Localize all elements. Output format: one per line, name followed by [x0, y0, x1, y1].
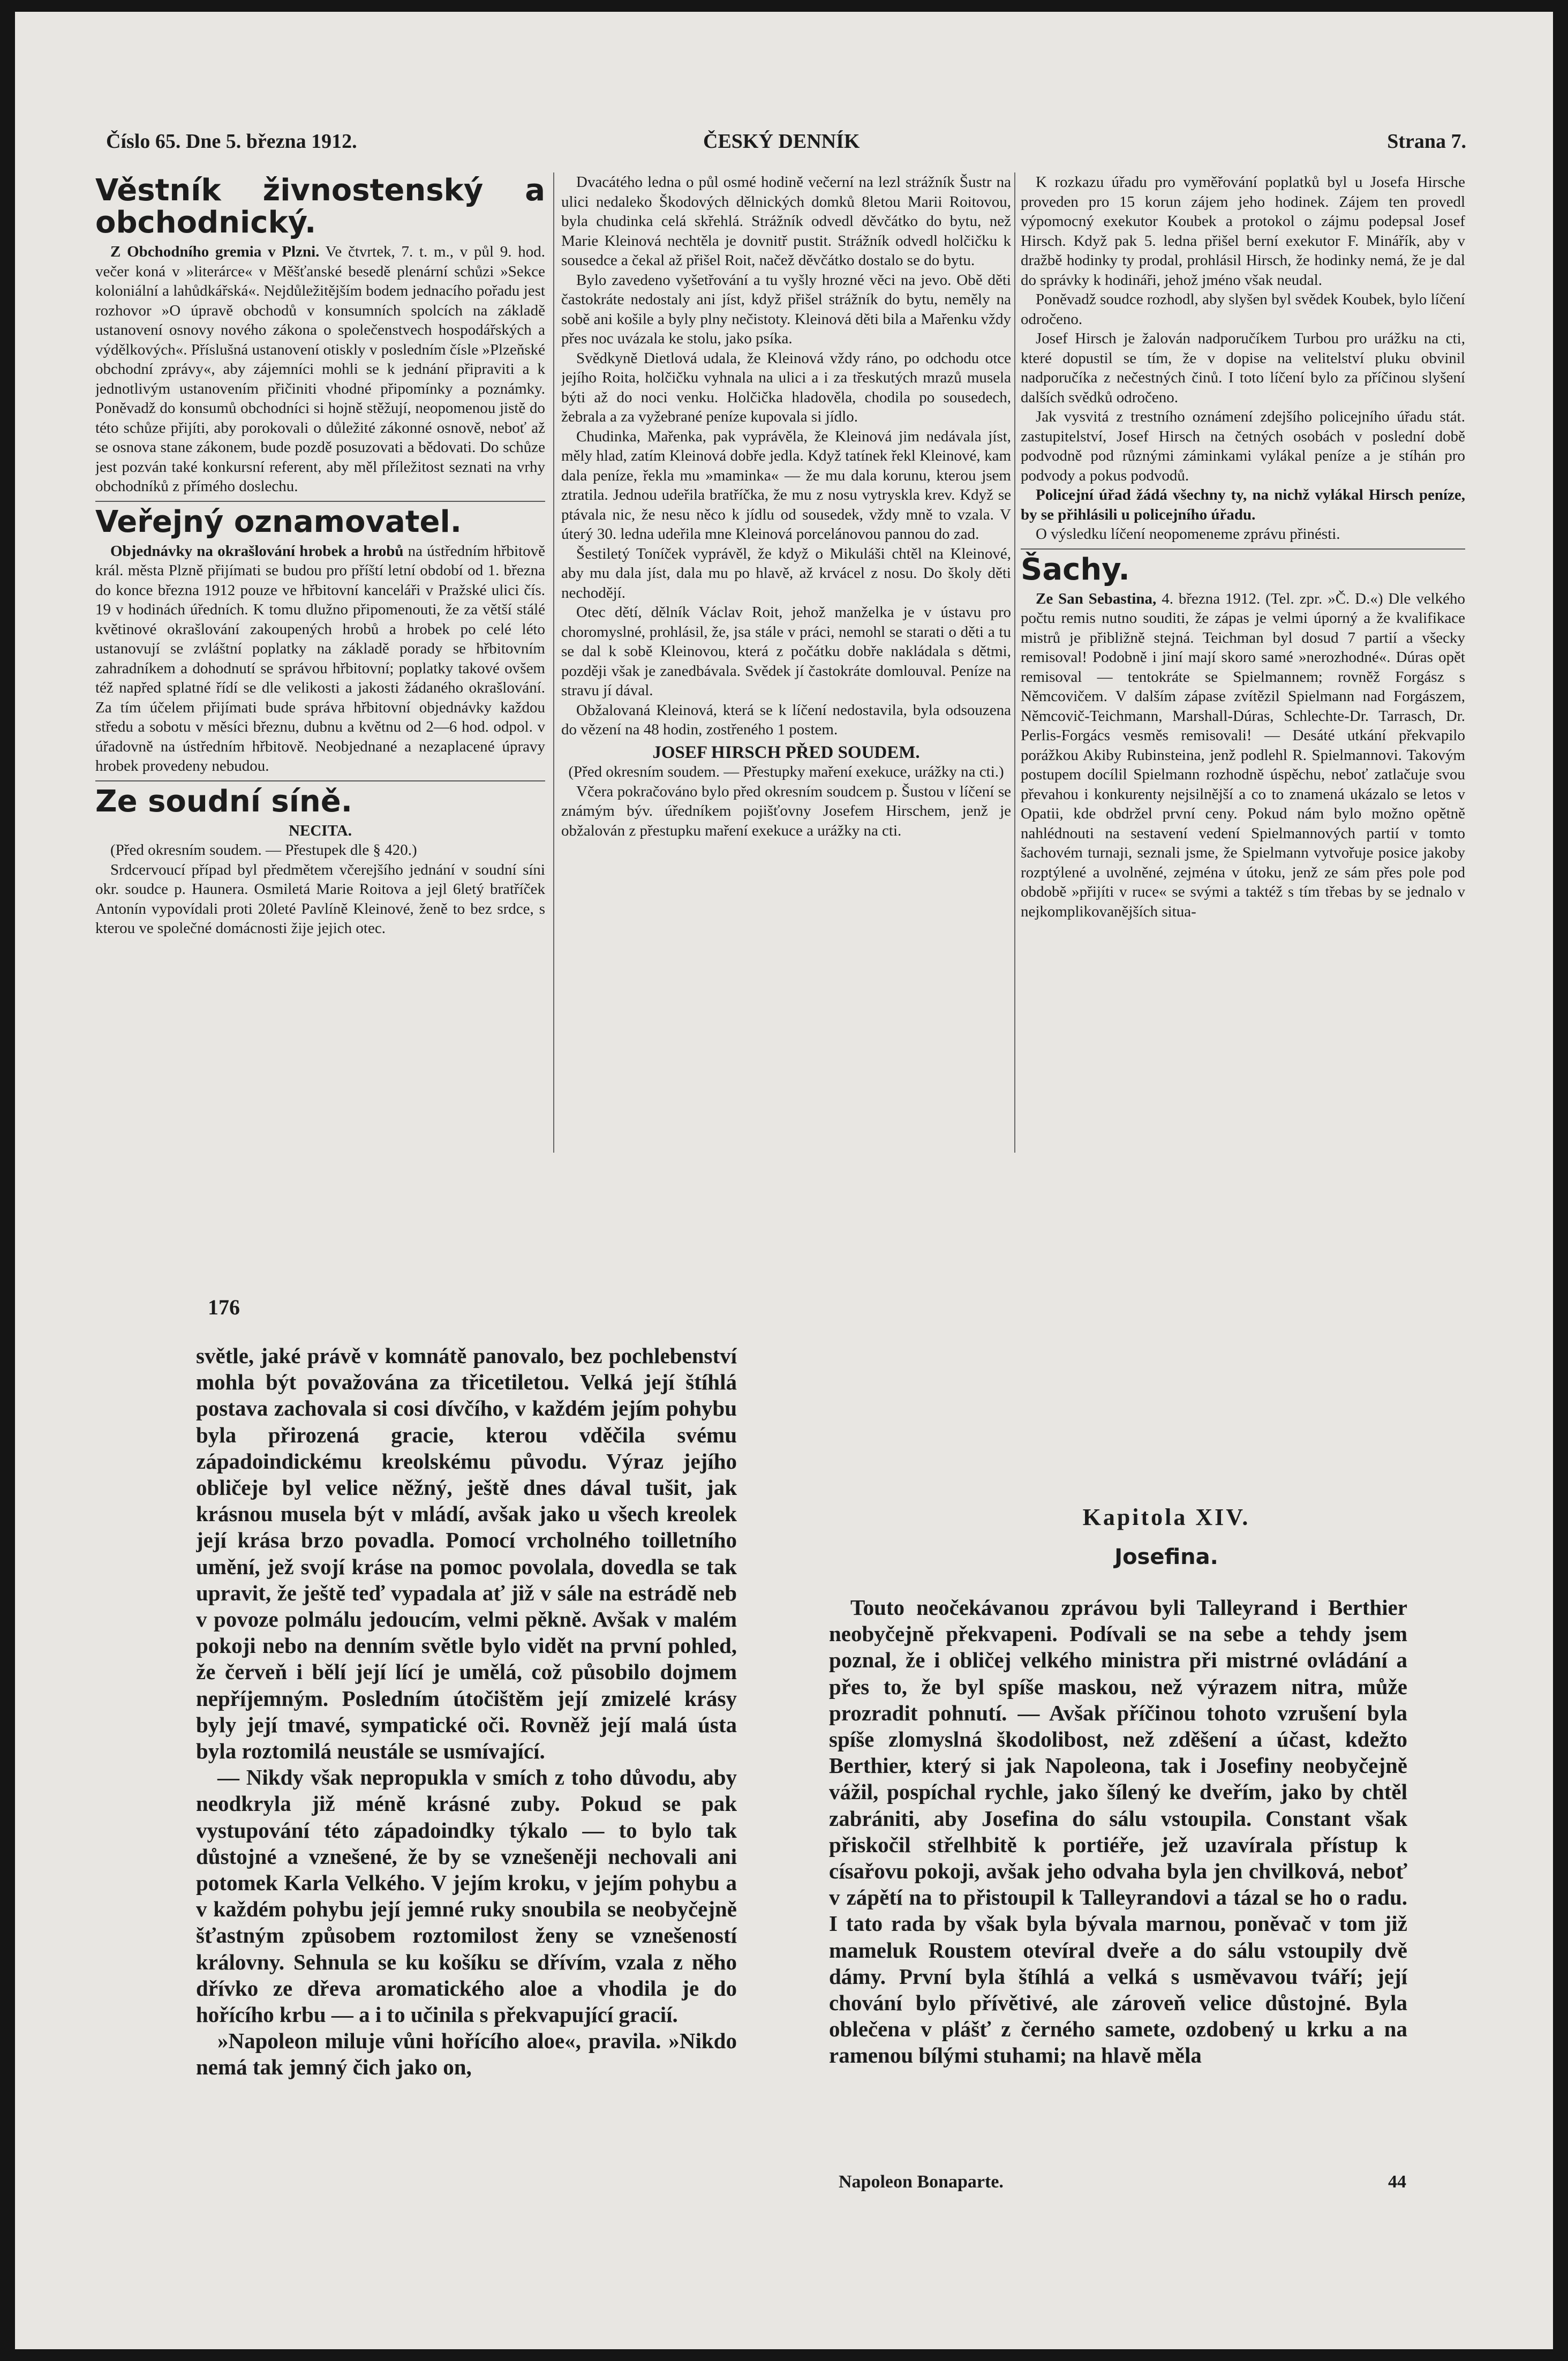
divider — [95, 780, 545, 781]
newspaper-page — [15, 12, 1553, 2349]
article-text: Josef Hirsch je žalován nadporučíkem Turbou pro urážku na cti, které dopustil se tím, že v dopise na velitelství pluku obvinil nadporučíka z nečestných činů. I toto líčení bylo za příčinou slyšení dalších svědků odročeno. — [1021, 330, 1465, 406]
article-text: Policejní úřad žádá všechny ty, na nichž vylákal Hirsch peníze, by se přihlásili u policejního úřadu. — [1021, 486, 1465, 523]
article-text: Chudinka, Mařenka, pak vyprávěla, že Kleinová jim nedávala jíst, měly hlad, zatím Kleinová dobře jedla. Když tatínek řekl Kleinové, kam dala peníze, řekla mu »maminka« — že mu dala korunu, kterou jsem ztratila. Jednou udeřila bratříčka, že mu z nosu vytryskla krev. Když se ptávala nic, že nesu něco k jídlu od sousedek, vždy mně to vzala. V úterý 30. ledna udeřila mne Kleinová porcelánovou pannou do zad. — [561, 427, 1011, 543]
article-lead: Objednávky na okrašlování hrobek a hrobů — [110, 542, 404, 560]
section-title-court: Ze soudní síně. — [95, 784, 353, 819]
article-text: Otec dětí, dělník Václav Roit, jehož manželka je v ústavu pro choromyslné, prohlásil, že, jsa stále v práci, nemohl se starati o děti a tu se dal k sobě Kleinovou, která z počátku dobře nakládala s dětmi, později však je zanedbávala. Svědek jí častokráte domlouval. Peníze na stravu jí dával. — [561, 604, 1011, 699]
divider — [95, 501, 545, 502]
article-text: Včera pokračováno bylo před okresním soudcem p. Šustou v líčení se známým býv. úředníkem pojišťovny Josefem Hirschem, jenž je obžalován z přestupku maření exekuce a urážky na cti. — [561, 783, 1011, 839]
masthead: ČESKÝ DENNÍK — [703, 130, 860, 153]
article-text: Šestiletý Toníček vyprávěl, že když o Mikuláši chtěl na Kleinové, aby mu dala jíst, dala mu po hlavě, až krvácel z nosu. Do školy děti nechodějí. — [561, 545, 1011, 601]
section-title-chess: Šachy. — [1021, 552, 1130, 587]
chapter-heading: Kapitola XIV. — [1082, 1504, 1250, 1530]
book-footer-title: Napoleon Bonaparte. — [839, 2172, 1004, 2192]
article-head: (Před okresním soudem. — Přestupky maření exekuce, urážky na cti.) — [568, 763, 1004, 780]
book-paragraph: »Napoleon miluje vůni hořícího aloe«, pravila. »Nikdo nemá tak jemný čich jako on, — [196, 2028, 737, 2080]
column-2 — [561, 172, 1011, 1137]
column-rule — [553, 172, 554, 1153]
article-text: Bylo zavedeno vyšetřování a tu vyšly hrozné věci na jevo. Obě děti častokráte nedostaly ani jíst, když přišel strážník do bytu, neměly na sobě ani košile a byly plny nečistoty. Kleinová děti bila a Mařenku vždy přes noc uvázala ke stolu, jako psíka. — [561, 271, 1011, 347]
article-title: JOSEF HIRSCH PŘED SOUDEM. — [652, 742, 920, 762]
section-title-public: Veřejný oznamovatel. — [95, 504, 462, 539]
column-rule — [1014, 172, 1015, 1153]
article-text: Srdcervoucí případ byl předmětem včerejšího jednání v soudní síni okr. soudce p. Haunera. Osmiletá Marie Roitova a jejl 6letý bratříček Antonín vypovídali proti 20leté Pavlíně Kleinové, ženě to bez srdce, s kterou ve společné domácnosti žije jejich otec. — [95, 861, 545, 937]
article-text: Poněvadž soudce rozhodl, aby slyšen byl svědek Koubek, bylo líčení odročeno. — [1021, 291, 1465, 328]
book-paragraph: Touto neočekávanou zprávou byli Talleyrand i Berthier neobyčejně překvapeni. Podívali se na sebe a tehdy jsem poznal, že i obličej velkého ministra při mistrné ovládání a přes to, že byl spíše maskou, než výrazem nitra, může prozradit pohnutí. — Avšak příčinou tohoto vzrušení byla spíše zlomyslná škodolibost, než zděšení a účast, kdežto Berthier, který si jak Napoleona, tak i Josefiny neobyčejně vážil, pospíchal rychle, jako šílený ke dveřím, jako by chtěl zabrániti, aby Josefina do sálu vstoupila. Constant však přiskočil střelhbitě k portiéře, jež uzavírala přístup k císařovu pokoji, avšak jeho odvaha byla jen chvilková, neboť v zápětí na to přistoupil k Talleyrandovi a tázal se ho o radu. I tato rada by však byla bývala marnou, poněvač v tom již mameluk Roustem otevíral dveře a do sálu vstoupily dvě dámy. První byla štíhlá a velká s usměvavou tváří; její chování bylo přívětivé, ale zároveň velice důstojné. Byla oblečena v plášť z černého samete, ozdobený u krku a na ramenou bílými stuhami; na hlavě měla — [829, 1595, 1407, 2068]
article-text: na ústředním hřbitově král. města Plzně přijímati se budou pro příští letní období od 1. března do konce března 1912 pouze ve hřbitovní kanceláři v Pražské ulici čís. 19 v hodinách úředních. K tomu dlužno připomenouti, že za větší stálé květinové okrašlování zakoupených hrobů a hrobek po celé léto ustanovují se zvláštní poplatky na základě porady se hřbitovním zahradníkem a dohodnutí se správou hřbitovní; poplatky takové ovšem též napřed splatné řídí se dle velikosti a jakosti žádaného okrašlování. Za tím účelem přijímati bude správa hřbitovní objednávky každou středu a sobotu v měsíci březnu, dubnu a květnu od 2—6 hod. odpol. v úřadovně na ústředním hřbitově. Neobjednané a nezaplacené úpravy hrobek provedeny nebudou. — [95, 542, 545, 775]
book-column-right — [829, 1595, 1407, 2194]
article-head: (Před okresním soudem. — Přestupek dle § 420.) — [110, 841, 417, 859]
page-number: Strana 7. — [1387, 130, 1466, 153]
issue-date: Číslo 65. Dne 5. března 1912. — [106, 130, 357, 153]
article-text: Dvacátého ledna o půl osmé hodině večerní na lezl strážník Šustr na ulici nedaleko Škodových dělnických domků 8letou Marii Roitovou, byla chudinka celá skřehlá. Strážník odvedl děvčátko do bytu, než Marie Kleinová nechtěla je dovnitř pustit. Strážník odvedl holčičku k sousedce a čekal až přišel Roit, načež děvčátko dostalo se do bytu. — [561, 174, 1011, 269]
book-paragraph: — Nikdy však nepropukla v smích z toho důvodu, aby neodkryla již méně krásné zuby. Pokud se pak vystupování této západoindky týkalo — to bylo tak důstojné a vznešené, že by se vznešeněji nechovali ani potomek Karla Velkého. V jejím kroku, v jejím pohybu a v každém pohybu její jemné ruky snoubila se neobyčejně šťastným způsobem roztomilost ženy se vznešeností královny. Sehnula se ku košíku se dřívím, vzala z něho dřívko ze dřeva aromatického aloe a vhodila je do hořícího krbu — a i to učinila s překvapující gracií. — [196, 1765, 737, 2027]
column-1 — [95, 172, 545, 1217]
article-text: Ve čtvrtek, 7. t. m., v půl 9. hod. večer koná v »literárce« v Měšťanské besedě plenární schůzi »Sekce koloniální a lahůdkářská«. Nejdůležitějším bodem jednacího pořadu jest rozhovor »O úpravě obchodů v konsumních spolcích na základě ustanovení osnovy nového zákona o společenstvech hospodářských a výdělkových«. Příslušná ustanovení otiskly v posledním čísle »Plzeňské obchodní zprávy«, aby zájemníci mohli se k jednání připraviti a k jednotlivým ustanovením přičiniti vhodné připomínky a poznámky. Poněvadž do konsumů obchodníci si hojně stěžují, neopomenou jistě do této schůze přijíti, aby porokovali o důležité zákonné osnově, neboť až se osnova stane zákonem, bude pozdě posuzovati a bědovati. Do schůze jest pozván také konkursní referent, aby měl příležitost seznati na vrhy obchodníků z přímého doslechu. — [95, 243, 545, 495]
divider — [1021, 548, 1465, 550]
article-text: Jak vysvitá z trestního oznámení zdejšího policejního úřadu stát. zastupitelství, Josef Hirsch na četných osobách v poslední době podvodně pod různými záminkami vylákal peníze a je stíhán pro podvody a pokus podvodů. — [1021, 408, 1465, 484]
article-text: Obžalovaná Kleinová, která se k líčení nedostavila, byla odsouzena do vězení na 48 hodin, zostřeného 1 postem. — [561, 701, 1011, 738]
section-title-business: Věstník živnostenský a obchodnický. — [95, 173, 545, 240]
page-header — [106, 130, 1466, 167]
book-footer-number: 44 — [1388, 2172, 1406, 2192]
book-paragraph: světle, jaké právě v komnátě panovalo, bez pochlebenství mohla být považována za třicetiletou. Velká její štíhlá postava zachovala si cosi dívčího, v každém jejím pohybu byla přirozená gracie, kterou vděčila svému západoindickému kreolskému původu. Výraz jejího obličeje byl velice něžný, ještě dnes dával tušit, jak krásnou musela být v mládí, avšak jako u všech kreolek její krása brzo povadla. Pomocí vrcholného toilletního umění, jež svojí kráse na pomoc povolala, dovedla se tak upravit, že ještě teď vypadala ať již v sále na estrádě neb v povoze polmálu jedoucím, velmi pěkně. Avšak v malém pokoji nebo na denním světle bylo vidět na první pohled, že červeň i bělí její lící je umělá, což působilo dojmem nepříjemným. Posledním útočištěm její zmizelé krásy byly její tmavé, sympatické oči. Rovněž její malá ústa byla roztomilá neustále se usmívající. — [196, 1343, 737, 1764]
article-subtitle: NECITA. — [289, 822, 352, 839]
article-text: K rozkazu úřadu pro vyměřování poplatků byl u Josefa Hirsche proveden pro 15 korun zájem jeho hodinek. Zájem ten provedl výpomocný exekutor Koubek a protokol o zájmu podepsal Josef Hirsch. Když pak 5. ledna přišel berní exekutor F. Minářík, aby v dražbě hodinky ty prodal, prohlásil Hirsch, že hodinky nemá, že je dal do správky k hodináři, jehož jméno však neudal. — [1021, 174, 1465, 289]
column-3 — [1021, 172, 1465, 1137]
chapter-title: Josefina. — [1114, 1545, 1218, 1569]
article-text: Svědkyně Dietlová udala, že Kleinová vždy ráno, po odchodu otce jejího Roita, holčičku vyhnala na ulici a i za třeskutých mrazů musela býti až do noci venku. Holčička hladověla, chodila po sousedech, žebrala a za vyžebrané peníze kupovala si jídlo. — [561, 349, 1011, 425]
article-lead: Ze San Sebastina, — [1036, 590, 1157, 607]
book-page-number: 176 — [208, 1295, 240, 1319]
article-text: 4. března 1912. (Tel. zpr. »Č. D.«) Dle velkého počtu remis nutno souditi, že zápas je velmi úporný a že kvalifikace mistrů je přibližně stejná. Teichman byl dosud 7 partií a všecky remisoval! Podobně i jiní mají skoro samé »nerozhodné«. Dúras opět remisoval — tentokráte se Spielmannem; rovněž Forgász s Němcovičem. V dalším zápase zvítězil Spielmann nad Forgászem, Němcovič-Teichmann, Marshall-Dúras, Schlechte-Dr. Tarrasch, Dr. Perlis-Forgács vesměs remisovali! — Desáté utkání překvapilo porážkou Akiby Rubinsteina, jenž podlehl R. Spielmannovi. Takovým postupem docílil Spielmann rozhodně úspěchu, neboť zatlačuje svou převahou i konkurenty nejsilnější a co to znamená ukázalo se letos v Opatii, kde obdržel první ceny. Pokud nám bylo možno opětně nahlédnouti na sestavení vedení Spielmannových partií v tomto šachovém turnaji, seznali jsme, že Spielmann vytvořuje posice jakoby rozptýlené a uvolněné, zejména v útoku, jenž ze sám přes pole pod obdobě »přijíti v ruce« se svými a taktéž s tím třebas by se jednalo v nejkomplikovanějších situa- — [1021, 590, 1465, 920]
article-text: O výsledku líčení neopomeneme zprávu přinésti. — [1036, 525, 1340, 543]
article-lead: Z Obchodního gremia v Plzni. — [110, 243, 320, 260]
book-column-left — [196, 1343, 737, 2194]
